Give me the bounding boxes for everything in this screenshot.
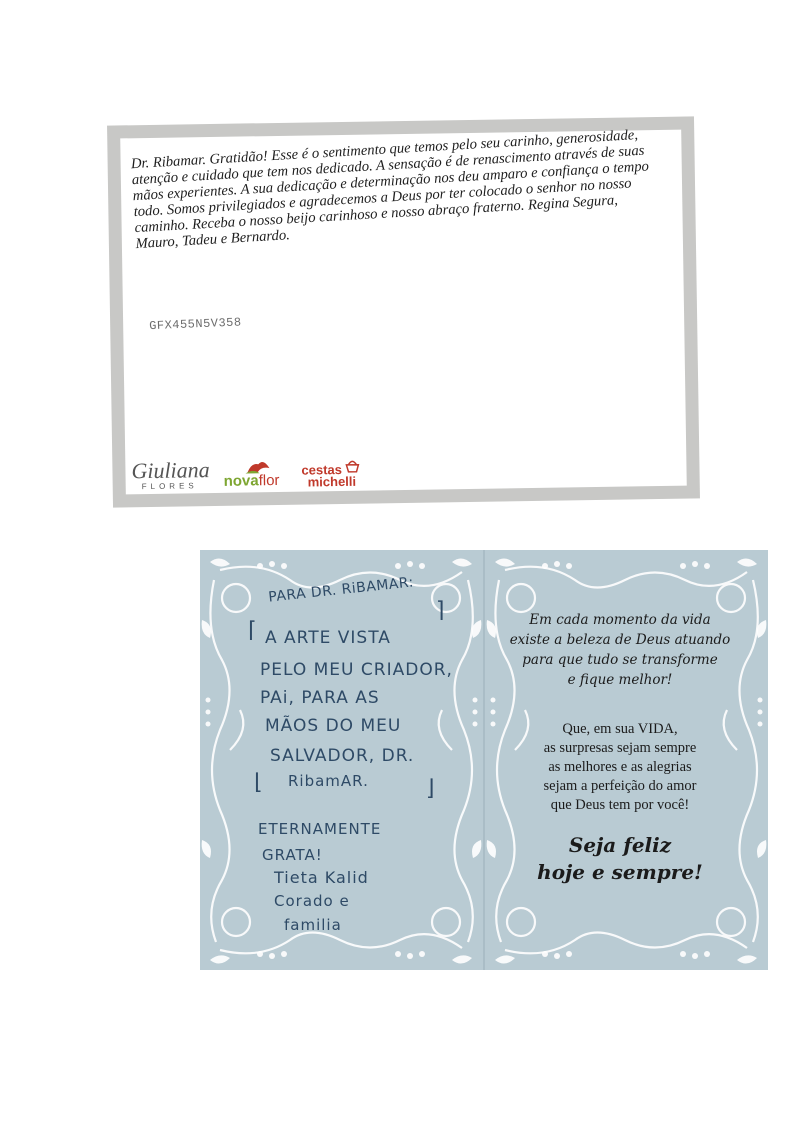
poem-closing-block xyxy=(509,832,731,886)
handwritten-sign: GRATA! xyxy=(262,846,323,864)
handwritten-line: MÃOS DO MEU xyxy=(265,716,402,736)
cestas-line2: michelli xyxy=(307,473,357,490)
florist-card-body xyxy=(120,127,687,495)
card-message: Dr. Ribamar. Gratidão! Esse é o sentimento que temos pelo seu carinho, generosidade, atenção e cuidado que tem nos dedicado. A sensação é de renascimento através de suas mãos experientes. A sua dedicação e determinação nos deu amparo e confiança o tempo todo. Somos privilegiados e agradecemos a Deus por ter colocado o senhor no nosso caminho. Receba o nosso beijo carinhoso e nosso abraço fraterno. Regina Segura, Mauro, Tadeu e Bernardo. xyxy=(130,127,650,253)
bracket-mark: ⌋ xyxy=(426,776,435,801)
florist-message-card xyxy=(107,116,700,507)
handwritten-line: SALVADOR, DR. xyxy=(270,746,415,766)
poem-body-line: sejam a perfeição do amor xyxy=(543,778,697,794)
bracket-mark: ⌈ xyxy=(248,618,257,643)
greeting-card xyxy=(200,550,768,970)
handwritten-line: PELO MEU CRIADOR, xyxy=(260,660,453,680)
poem-body-line: as surpresas sejam sempre xyxy=(543,740,697,756)
handwritten-sign: familia xyxy=(284,916,342,934)
poem-script-line: para que tudo se transforme xyxy=(522,652,718,668)
poem-body-block xyxy=(509,720,731,815)
handwritten-line: RibamAR. xyxy=(288,772,369,790)
handwritten-line: PAi, PARA AS xyxy=(260,688,380,708)
novaflor-flor: flor xyxy=(258,471,280,490)
poem-closing-line: Seja feliz xyxy=(568,833,672,857)
poem-script-block xyxy=(509,610,731,690)
brand-logos xyxy=(131,456,432,501)
poem-body-line: que Deus tem por você! xyxy=(550,797,690,813)
cestas-michelli-logo xyxy=(301,457,372,494)
poem-body-line: as melhores e as alegrias xyxy=(548,759,692,775)
handwritten-sign: Tieta Kalid xyxy=(274,868,369,887)
giuliana-logo-name: Giuliana xyxy=(131,457,210,484)
giuliana-flores-logo xyxy=(131,459,210,491)
bracket-mark: ⌉ xyxy=(436,598,445,623)
handwritten-sign: Corado e xyxy=(274,892,350,910)
novaflor-logo xyxy=(223,458,302,495)
basket-icon xyxy=(344,459,360,473)
poem-closing-line: hoje e sempre! xyxy=(537,860,703,884)
poem-script-line: e fique melhor! xyxy=(567,672,673,688)
poem-body-line: Que, em sua VIDA, xyxy=(562,721,678,737)
poem-script-line: existe a beleza de Deus atuando xyxy=(509,632,731,648)
poem-script-line: Em cada momento da vida xyxy=(529,612,711,628)
order-code: GFX455N5V358 xyxy=(148,315,242,334)
handwritten-sign: ETERNAMENTE xyxy=(258,820,382,838)
handwritten-title: PARA DR. RiBAMAR: xyxy=(267,574,415,606)
giuliana-logo-sub: FLORES xyxy=(141,481,198,492)
novaflor-nova: nova xyxy=(223,472,259,490)
handwritten-line: A ARTE VISTA xyxy=(265,628,391,648)
cestas-line1: cestas xyxy=(301,461,343,478)
bracket-mark: ⌊ xyxy=(254,770,263,795)
